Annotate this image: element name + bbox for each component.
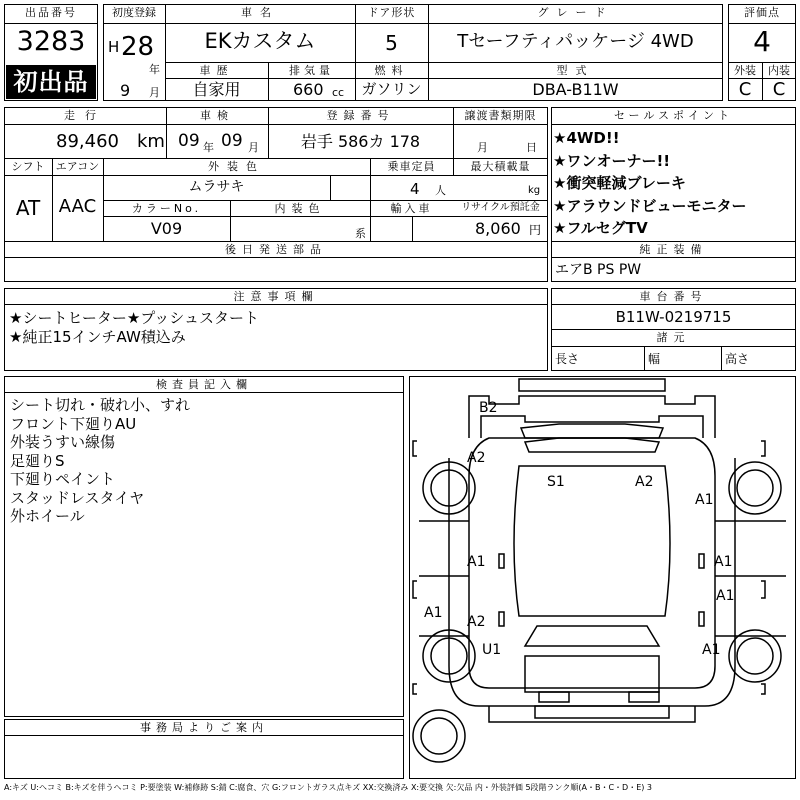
bracket-right-low bbox=[761, 684, 765, 694]
inspector-item: 下廻りペイント bbox=[10, 470, 116, 488]
fuel-value: ガソリン bbox=[361, 80, 422, 98]
year-unit: 年 bbox=[149, 63, 160, 76]
bracket-left-mid bbox=[413, 581, 417, 598]
lot-number: 3283 bbox=[16, 26, 86, 57]
sales-point: ★ワンオーナー!! bbox=[553, 151, 671, 170]
windshield-lower bbox=[525, 438, 659, 452]
bracket-right-mid bbox=[761, 581, 765, 598]
inspection-label: 車検 bbox=[200, 109, 234, 122]
int-label: 内装 bbox=[768, 64, 790, 77]
cabin-outline bbox=[469, 438, 715, 688]
roof-strip bbox=[519, 379, 665, 391]
mark-a1-left-sill: A1 bbox=[424, 605, 443, 621]
bracket-right-top bbox=[761, 441, 765, 456]
car-diagram bbox=[409, 376, 796, 779]
rear-lamp-right bbox=[629, 692, 659, 702]
transfer-day-unit: 日 bbox=[526, 141, 537, 154]
first-listing-badge: 初出品 bbox=[6, 65, 96, 99]
windshield-upper bbox=[521, 424, 663, 438]
front-bumper-outline bbox=[469, 396, 715, 438]
grade-label: グレード bbox=[537, 6, 614, 19]
km-unit: km bbox=[137, 131, 165, 152]
right-rear-handle bbox=[699, 612, 704, 626]
int-grade: C bbox=[772, 79, 786, 100]
inspection-year: 09 bbox=[178, 131, 200, 151]
reg-year: 28 bbox=[121, 32, 155, 62]
right-front-handle bbox=[699, 554, 704, 568]
capacity-label: 乗車定員 bbox=[387, 160, 436, 173]
mark-a1-right-rear-door: A1 bbox=[716, 588, 735, 604]
car-name: EKカスタム bbox=[204, 29, 316, 53]
sales-point: ★衝突軽減ブレーキ bbox=[553, 174, 686, 192]
bracket-left-low bbox=[413, 684, 417, 694]
yen-unit: 円 bbox=[529, 223, 542, 237]
int-color-label: 内装色 bbox=[274, 202, 326, 215]
mark-a2-left-rear-door: A2 bbox=[467, 614, 486, 630]
mark-a2-front-right: A2 bbox=[635, 474, 654, 490]
transfer-label: 譲渡書類期限 bbox=[464, 109, 537, 122]
std-equipment-value: エアB PS PW bbox=[555, 262, 642, 278]
note-item: ★シートヒーター★プッシュスタート bbox=[9, 309, 259, 327]
recycle-label: リサイクル預託金 bbox=[461, 202, 540, 213]
color-no-label: カラーNo. bbox=[131, 202, 202, 215]
inspector-item: シート切れ・破れ小、すれ bbox=[10, 396, 191, 414]
sales-point: ★アラウンドビューモニター bbox=[553, 196, 747, 215]
aircon-value: AAC bbox=[58, 196, 97, 217]
inspector-label: 検査員記入欄 bbox=[156, 378, 252, 391]
left-front-handle bbox=[499, 554, 504, 568]
shift-value: AT bbox=[15, 196, 41, 220]
ext-grade: C bbox=[738, 79, 752, 100]
inspector-item: 外ホイール bbox=[10, 507, 85, 525]
mileage-label: 走行 bbox=[64, 109, 106, 122]
chassis-value: B11W-0219715 bbox=[615, 308, 732, 326]
import-label: 輸入車 bbox=[390, 202, 433, 215]
mark-a2-front-left: A2 bbox=[467, 450, 486, 466]
first-reg-label: 初度登録 bbox=[112, 6, 156, 19]
recycle-value: 8,060 bbox=[475, 219, 521, 238]
car-name-label: 車名 bbox=[241, 6, 279, 19]
notes-label: 注意事項欄 bbox=[233, 290, 319, 303]
height-label: 高さ bbox=[725, 352, 750, 366]
color-no-value: V09 bbox=[150, 219, 183, 238]
sales-point: ★4WD!! bbox=[553, 129, 620, 147]
capacity-value: 4 bbox=[410, 180, 420, 198]
grade-value: Tセーフティパッケージ 4WD bbox=[457, 31, 694, 52]
sales-point: ★フルセグTV bbox=[553, 219, 648, 237]
inspection-month-unit: 月 bbox=[248, 141, 259, 154]
rear-plate-strip bbox=[535, 706, 669, 718]
score-value: 4 bbox=[753, 25, 771, 58]
plate-label: 登録番号 bbox=[326, 109, 395, 122]
kg-unit: kg bbox=[528, 185, 541, 196]
mark-a1-right-front-door: A1 bbox=[714, 554, 733, 570]
reg-month: 9 bbox=[120, 81, 131, 100]
legend: A:キズ U:ヘコミ B:キズを伴うヘコミ P:要塗装 W:補修跡 S:錆 C:腐食、穴 G:フロントガラス点キズ XX:交換済み X:要交換 欠:欠品 内・外装評価 5段階ランク順(A・B・C・D・E) 3 bbox=[4, 783, 653, 792]
sales-points-label: セールスポイント bbox=[613, 109, 733, 122]
rear-gate bbox=[525, 656, 659, 692]
dimensions-label: 諸元 bbox=[656, 331, 691, 344]
inspection-year-unit: 年 bbox=[203, 141, 214, 154]
rear-window bbox=[525, 626, 659, 646]
plate-value: 岩手 586カ 178 bbox=[300, 132, 421, 151]
bracket-left-top bbox=[413, 441, 417, 456]
inspector-item: 外装うすい線傷 bbox=[10, 433, 116, 451]
model-value: DBA-B11W bbox=[532, 80, 619, 99]
left-rear-handle bbox=[499, 612, 504, 626]
body-outline bbox=[449, 458, 735, 706]
ext-color-value: ムラサキ bbox=[188, 179, 245, 195]
inspector-item: フロント下廻りAU bbox=[10, 414, 137, 433]
mark-a1-right-rear-fender: A1 bbox=[702, 642, 721, 658]
width-label: 幅 bbox=[648, 352, 661, 366]
inspector-list bbox=[10, 396, 190, 526]
later-parts-label: 後日発送部品 bbox=[225, 243, 327, 256]
chassis-label: 車台番号 bbox=[639, 290, 708, 303]
ext-color-label: 外装色 bbox=[208, 160, 265, 173]
inspection-month: 09 bbox=[221, 131, 243, 151]
ext-label: 外装 bbox=[734, 64, 756, 77]
hood-outline bbox=[481, 416, 703, 438]
aircon-label: エアコン bbox=[55, 160, 100, 173]
sales-points-list bbox=[553, 127, 746, 240]
doors-label: ドア形状 bbox=[367, 6, 416, 19]
rear-lamp-left bbox=[539, 692, 569, 702]
length-label: 長さ bbox=[555, 352, 580, 366]
lot-no-label: 出品番号 bbox=[25, 6, 77, 19]
std-equipment-label: 純正装備 bbox=[639, 243, 708, 256]
notes-list bbox=[9, 309, 259, 346]
office-label: 事務局よりご案内 bbox=[140, 721, 268, 734]
month-unit: 月 bbox=[149, 86, 160, 99]
era-letter: H bbox=[108, 38, 120, 56]
int-color-unit: 系 bbox=[355, 227, 366, 240]
note-item: ★純正15インチAW積込み bbox=[9, 327, 186, 346]
model-label: 型式 bbox=[556, 64, 595, 77]
mark-b2: B2 bbox=[479, 400, 498, 416]
cc-unit: cc bbox=[332, 86, 345, 99]
history-label: 車歴 bbox=[199, 64, 234, 77]
fuel-label: 燃料 bbox=[374, 64, 409, 77]
shift-label: シフト bbox=[11, 160, 45, 173]
transfer-month-unit: 月 bbox=[477, 141, 488, 154]
mark-a1-left-front-door: A1 bbox=[467, 554, 486, 570]
doors-value: 5 bbox=[385, 31, 398, 55]
displacement-value: 660 bbox=[293, 80, 324, 99]
mileage-value: 89,460 bbox=[56, 131, 119, 152]
inspector-item: スタッドレスタイヤ bbox=[10, 488, 145, 507]
max-load-label: 最大積載量 bbox=[470, 160, 531, 173]
displacement-label: 排気量 bbox=[289, 64, 334, 77]
history-value: 自家用 bbox=[192, 80, 241, 99]
capacity-unit: 人 bbox=[435, 184, 446, 197]
mark-a1-right-fender: A1 bbox=[695, 492, 714, 508]
mark-s1: S1 bbox=[547, 474, 565, 490]
inspector-item: 足廻りS bbox=[10, 451, 65, 470]
mark-u1: U1 bbox=[482, 642, 502, 658]
score-label: 評価点 bbox=[744, 6, 780, 19]
right-doors bbox=[715, 521, 786, 636]
rear-bumper bbox=[489, 706, 695, 722]
